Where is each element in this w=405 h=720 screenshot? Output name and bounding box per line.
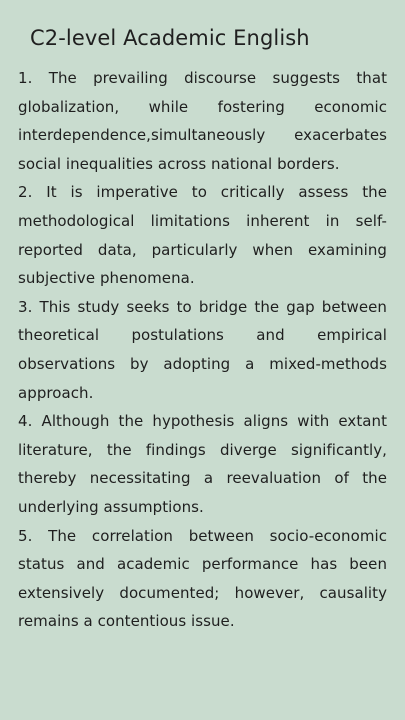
sentence-item: 5. The correlation between socio-economic status and academic performance has been extensively documented; however, causality remains a contentious issue.	[18, 526, 387, 631]
sentence-item: 4. Although the hypothesis aligns with extant literature, the findings diverge significantly, thereby necessitating a reevaluation of the underlying assumptions.	[18, 412, 387, 516]
sentence-item: 3. This study seeks to bridge the gap between theoretical postulations and empirical observations by adopting a mixed-methods approach.	[18, 297, 387, 402]
page-title: C2-level Academic English	[30, 26, 310, 50]
sentence-item: 2. It is imperative to critically assess the methodological limitations inherent in self-reported data, particularly when examining subjective phenomena.	[18, 183, 387, 288]
sentence-list	[18, 64, 387, 636]
sentence-item: 1. The prevailing discourse suggests that globalization, while fostering economic interdependence,simultaneously exacerbates social inequalities across national borders.	[18, 69, 387, 173]
